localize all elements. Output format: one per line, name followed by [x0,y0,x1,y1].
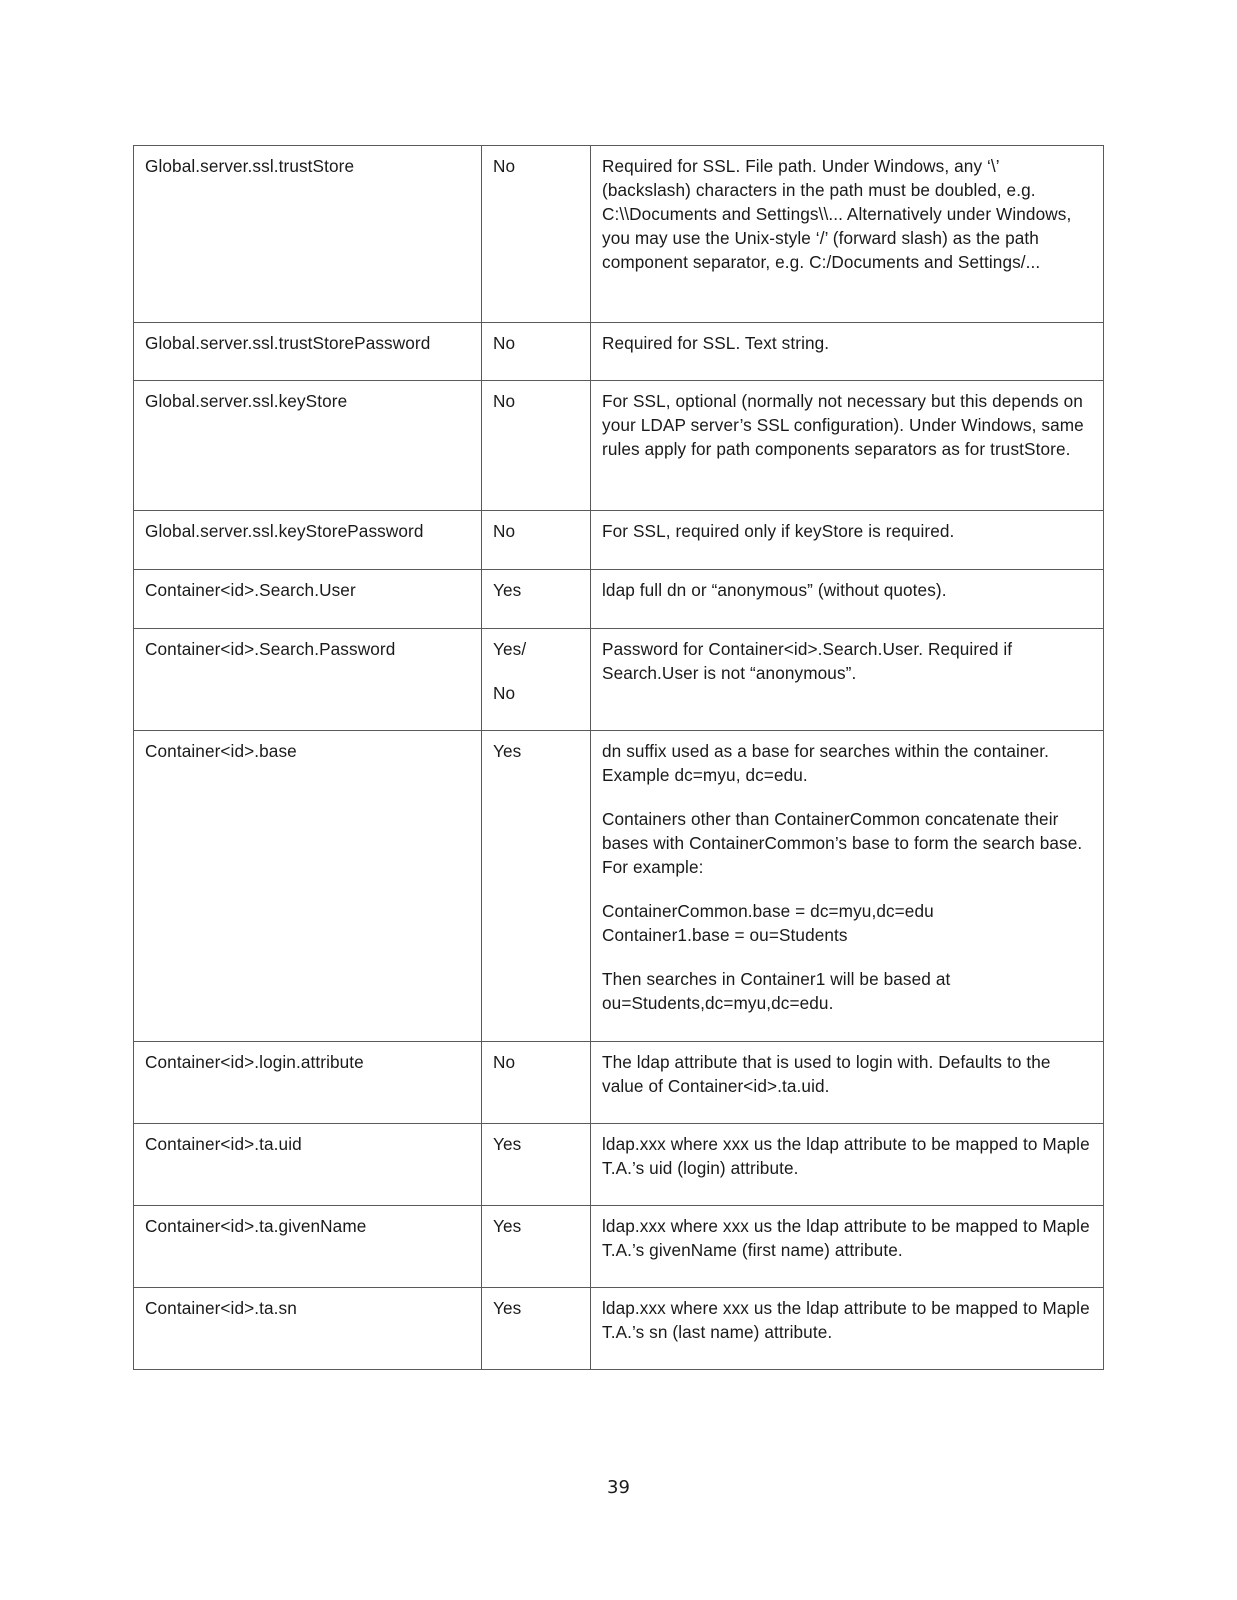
property-name-cell: Container<id>.ta.uid [134,1124,482,1206]
property-name-cell: Container<id>.Search.User [134,570,482,629]
property-name-cell: Global.server.ssl.keyStore [134,381,482,511]
required-cell: Yes/ No [482,629,591,731]
table-row [134,629,1104,731]
required-cell: No [482,1042,591,1124]
property-name-cell: Container<id>.ta.sn [134,1288,482,1370]
table-row [134,323,1104,381]
property-name-cell: Container<id>.login.attribute [134,1042,482,1124]
description-cell: Required for SSL. File path. Under Windows, any ‘\’ (backslash) characters in the path must be doubled, e.g. C:\\Documents and Settings\\... Alternatively under Windows, you may use the Unix-style ‘/’ (forward slash) as the path component separator, e.g. C:/Documents and Settings/... [591,146,1104,323]
page-number: 39 [607,1477,630,1498]
description-cell: ldap.xxx where xxx us the ldap attribute to be mapped to Maple T.A.’s uid (login) attribute. [591,1124,1104,1206]
properties-table [133,145,1104,1370]
required-cell: Yes [482,731,591,1042]
required-cell: No [482,381,591,511]
description-cell: For SSL, required only if keyStore is required. [591,511,1104,570]
property-name-cell: Container<id>.ta.givenName [134,1206,482,1288]
description-cell: ldap full dn or “anonymous” (without quotes). [591,570,1104,629]
table-row [134,511,1104,570]
description-cell: Required for SSL. Text string. [591,323,1104,381]
required-cell: No [482,511,591,570]
required-cell: No [482,146,591,323]
required-cell: Yes [482,1124,591,1206]
property-name-cell: Container<id>.Search.Password [134,629,482,731]
required-cell: Yes [482,570,591,629]
table-row [134,1124,1104,1206]
table-row [134,570,1104,629]
table-row [134,381,1104,511]
description-cell: The ldap attribute that is used to login with. Defaults to the value of Container<id>.ta.uid. [591,1042,1104,1124]
property-name-cell: Global.server.ssl.trustStore [134,146,482,323]
description-cell: Password for Container<id>.Search.User. Required if Search.User is not “anonymous”. [591,629,1104,731]
description-cell: dn suffix used as a base for searches within the container. Example dc=myu, dc=edu. Containers other than ContainerCommon concatenate their bases with ContainerCommon’s base to form the search base. For example: ContainerCommon.base = dc=myu,dc=edu Container1.base = ou=Students Then searches in Container1 will be based at ou=Students,dc=myu,dc=edu. [591,731,1104,1042]
description-cell: ldap.xxx where xxx us the ldap attribute to be mapped to Maple T.A.’s sn (last name) attribute. [591,1288,1104,1370]
description-cell: ldap.xxx where xxx us the ldap attribute to be mapped to Maple T.A.’s givenName (first name) attribute. [591,1206,1104,1288]
description-cell: For SSL, optional (normally not necessary but this depends on your LDAP server’s SSL configuration). Under Windows, same rules apply for path components separators as for trustStore. [591,381,1104,511]
required-cell: Yes [482,1206,591,1288]
required-cell: Yes [482,1288,591,1370]
table-row [134,146,1104,323]
property-name-cell: Global.server.ssl.trustStorePassword [134,323,482,381]
table-row [134,1042,1104,1124]
table-row [134,1288,1104,1370]
required-cell: No [482,323,591,381]
table-row [134,731,1104,1042]
property-name-cell: Global.server.ssl.keyStorePassword [134,511,482,570]
property-name-cell: Container<id>.base [134,731,482,1042]
table-row [134,1206,1104,1288]
